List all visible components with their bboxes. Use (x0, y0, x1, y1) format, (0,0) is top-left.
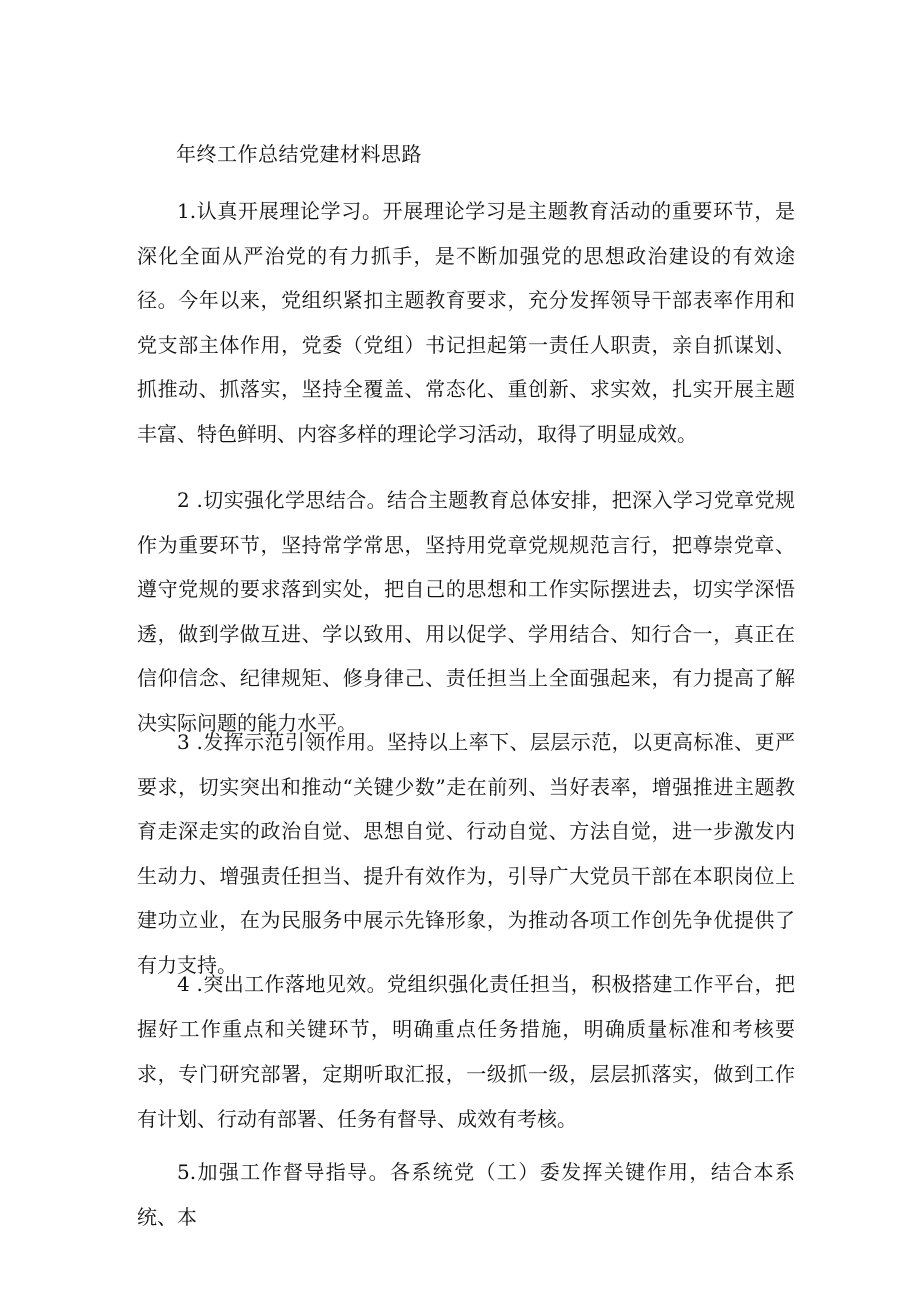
document-title: 年终工作总结党建材料思路 (176, 142, 422, 166)
paragraph-5: 5.加强工作督导指导。各系统党（工）委发挥关键作用，结合本系统、本 (137, 1160, 795, 1229)
paragraph-3: 3 .发挥示范引领作用。坚持以上率下、层层示范，以更高标准、更严要求，切实突出和推动“关键少数”走在前列、当好表率，增强推进主题教育走深走实的政治自觉、思想自觉、行动自觉、方法自觉，进一步激发内生动力、增强责任担当、提升有效作为，引导广大党员干部在本职岗位上建功立业，在为民服务中展示先锋形象，为推动各项工作创先争优提供了有力支持。 (137, 730, 795, 977)
paragraph-1: 1.认真开展理论学习。开展理论学习是主题教育活动的重要环节，是深化全面从严治党的有力抓手，是不断加强党的思想政治建设的有效途径。今年以来，党组织紧扣主题教育要求，充分发挥领导干部表率作用和党支部主体作用，党委（党组）书记担起第一责任人职责，亲自抓谋划、抓推动、抓落实，坚持全覆盖、常态化、重创新、求实效，扎实开展主题丰富、特色鲜明、内容多样的理论学习活动，取得了明显成效。 (137, 199, 795, 446)
paragraph-2: 2 .切实强化学思结合。结合主题教育总体安排，把深入学习党章党规作为重要环节，坚持常学常思，坚持用党章党规规范言行，把尊崇党章、遵守党规的要求落到实处，把自己的思想和工作实际摆进去，切实学深悟透，做到学做互进、学以致用、用以促学、学用结合、知行合一，真正在信仰信念、纪律规矩、修身律己、责任担当上全面强起来，有力提高了解决实际问题的能力水平。 (137, 488, 795, 735)
paragraph-4: 4 .突出工作落地见效。党组织强化责任担当，积极搭建工作平台，把握好工作重点和关键环节，明确重点任务措施，明确质量标准和考核要求，专门研究部署，定期听取汇报，一级抓一级，层层抓落实，做到工作有计划、行动有部署、任务有督导、成效有考核。 (137, 972, 795, 1131)
